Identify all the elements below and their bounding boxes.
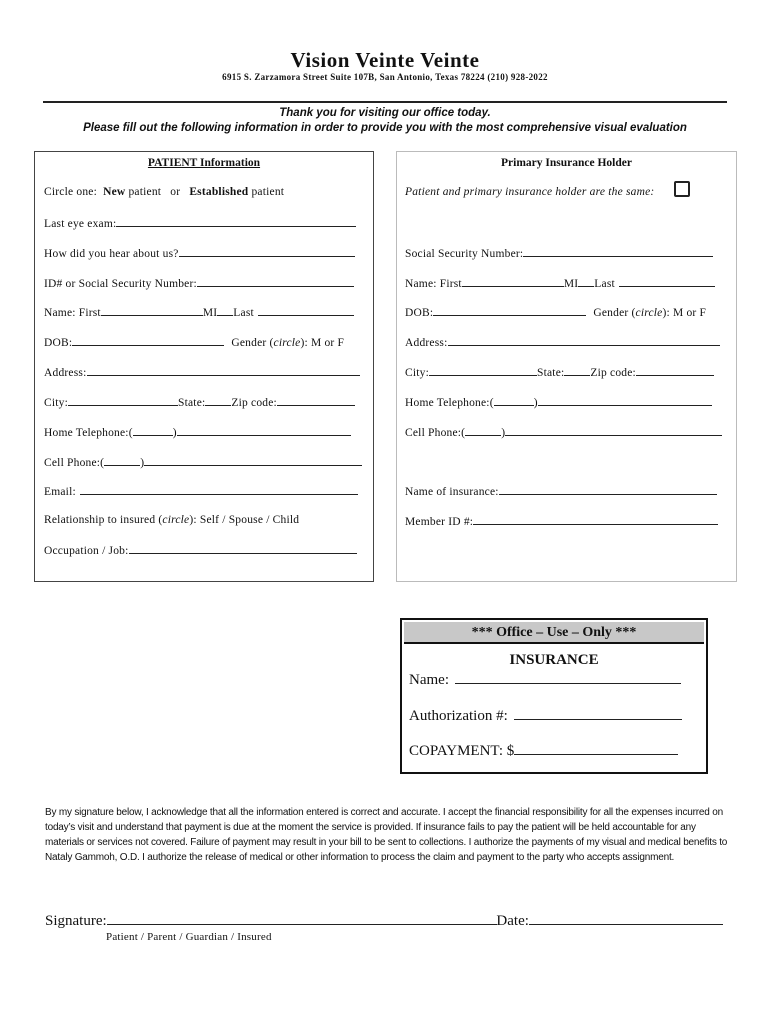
holder-home-phone-line[interactable] [538, 395, 712, 406]
patient-mi-line[interactable] [217, 305, 233, 316]
holder-last-name-line[interactable] [619, 276, 715, 287]
patient-id-field: ID# or Social Security Number: [44, 276, 354, 290]
holder-cell-phone-line[interactable] [505, 425, 722, 436]
new-patient-option[interactable]: New [103, 186, 126, 198]
office-copayment-field: COPAYMENT: $ [409, 742, 678, 760]
patient-home-phone-field: Home Telephone:( ) [44, 425, 351, 439]
last-eye-exam-line[interactable] [116, 216, 356, 227]
member-id-field: Member ID #: [405, 514, 718, 528]
patient-name-field: Name: First MI Last [44, 305, 354, 319]
office-use-section [400, 618, 708, 774]
header-divider [43, 101, 727, 103]
referral-field: How did you hear about us? [44, 246, 355, 260]
member-id-line[interactable] [473, 514, 718, 525]
established-patient-option[interactable]: Established [189, 186, 249, 198]
patient-city-state-zip-field: City: State: Zip code: [44, 395, 355, 409]
patient-info-section [34, 151, 374, 582]
office-insurance-heading: INSURANCE [509, 652, 599, 668]
holder-dob-field: DOB: Gender (circle): M or F [405, 307, 707, 319]
patient-gender-options[interactable]: ): M or F [300, 337, 345, 349]
holder-name-field: Name: First MI Last [405, 276, 715, 290]
insurance-name-line[interactable] [499, 484, 717, 495]
practice-address: 6915 S. Zarzamora Street Suite 107B, San Antonio, Texas 78224 (210) 928-2022 [222, 72, 548, 82]
patient-address-field: Address: [44, 365, 360, 379]
financial-responsibility-statement: By my signature below, I acknowledge that all the information entered is correct and accurate. I accept the financial responsibility for all the expenses incurred on today’s visit and understand that payment is due at the moment the service is provided. If insurance fails to pay the patient will be held accountable for any materials or services not covered. Failure of payment may result in your bill to be sent to collections. I authorize the payments of my visual and medical benefits to Nataly Gammoh, O.D. I authorize the release of medical or other information to process the claim and payment to the party who accepts assignment. [45, 807, 728, 863]
office-use-banner: *** Office – Use – Only *** [404, 622, 704, 644]
occupation-line[interactable] [129, 543, 357, 554]
same-as-patient-checkbox[interactable] [674, 181, 690, 197]
patient-home-area-line[interactable] [133, 425, 173, 436]
patient-cell-area-line[interactable] [104, 455, 140, 466]
same-as-patient-label: Patient and primary insurance holder are the same: [405, 186, 655, 198]
patient-dob-field: DOB: Gender (circle): M or F [44, 337, 345, 349]
signature-field: Signature: Date: [45, 912, 723, 930]
patient-zip-line[interactable] [277, 395, 355, 406]
relationship-options[interactable]: ): Self / Spouse / Child [189, 514, 300, 526]
patient-email-field: Email: [44, 484, 358, 498]
insurance-name-field: Name of insurance: [405, 484, 717, 498]
office-name-line[interactable] [455, 671, 681, 684]
holder-address-line[interactable] [448, 335, 720, 346]
patient-cell-phone-field: Cell Phone:( ) [44, 455, 362, 469]
holder-ssn-field: Social Security Number: [405, 246, 713, 260]
last-eye-exam-field: Last eye exam: [44, 216, 356, 230]
instructions-text: Please fill out the following information in order to provide you with the most comprehensive visual evaluation [83, 122, 687, 134]
signature-line[interactable] [107, 912, 497, 925]
occupation-field: Occupation / Job: [44, 543, 357, 557]
holder-first-name-line[interactable] [462, 276, 564, 287]
patient-first-name-line[interactable] [101, 305, 203, 316]
patient-id-line[interactable] [197, 276, 354, 287]
holder-gender-options[interactable]: ): M or F [662, 307, 707, 319]
patient-last-name-line[interactable] [258, 305, 354, 316]
patient-type-row: Circle one: New patient or Established patient [44, 186, 285, 198]
patient-cell-phone-line[interactable] [144, 455, 362, 466]
referral-line[interactable] [179, 246, 355, 257]
holder-state-line[interactable] [564, 365, 590, 376]
insurance-holder-heading: Primary Insurance Holder [501, 157, 632, 169]
holder-zip-line[interactable] [636, 365, 714, 376]
holder-cell-phone-field: Cell Phone:( ) [405, 425, 722, 439]
office-name-field: Name: [409, 671, 681, 689]
holder-address-field: Address: [405, 335, 720, 349]
insurance-holder-section [396, 151, 737, 582]
office-copayment-line[interactable] [514, 742, 678, 755]
practice-title: Vision Veinte Veinte [290, 48, 480, 72]
patient-address-line[interactable] [87, 365, 360, 376]
holder-cell-area-line[interactable] [465, 425, 501, 436]
thanks-text: Thank you for visiting our office today. [279, 107, 491, 119]
holder-ssn-line[interactable] [523, 246, 713, 257]
holder-city-line[interactable] [429, 365, 537, 376]
holder-mi-line[interactable] [578, 276, 594, 287]
patient-email-line[interactable] [80, 484, 358, 495]
patient-city-line[interactable] [68, 395, 178, 406]
holder-home-area-line[interactable] [494, 395, 534, 406]
patient-home-phone-line[interactable] [177, 425, 351, 436]
office-authorization-line[interactable] [514, 707, 682, 720]
patient-state-line[interactable] [205, 395, 231, 406]
holder-dob-line[interactable] [433, 305, 586, 316]
signature-caption: Patient / Parent / Guardian / Insured [106, 931, 272, 943]
holder-city-state-zip-field: City: State: Zip code: [405, 365, 714, 379]
patient-info-heading: PATIENT Information [147, 157, 261, 169]
date-line[interactable] [529, 912, 723, 925]
office-authorization-field: Authorization #: [409, 707, 682, 725]
patient-dob-line[interactable] [72, 335, 224, 346]
holder-home-phone-field: Home Telephone:( ) [405, 395, 712, 409]
relationship-field: Relationship to insured (circle): Self / Spouse / Child [44, 514, 300, 526]
